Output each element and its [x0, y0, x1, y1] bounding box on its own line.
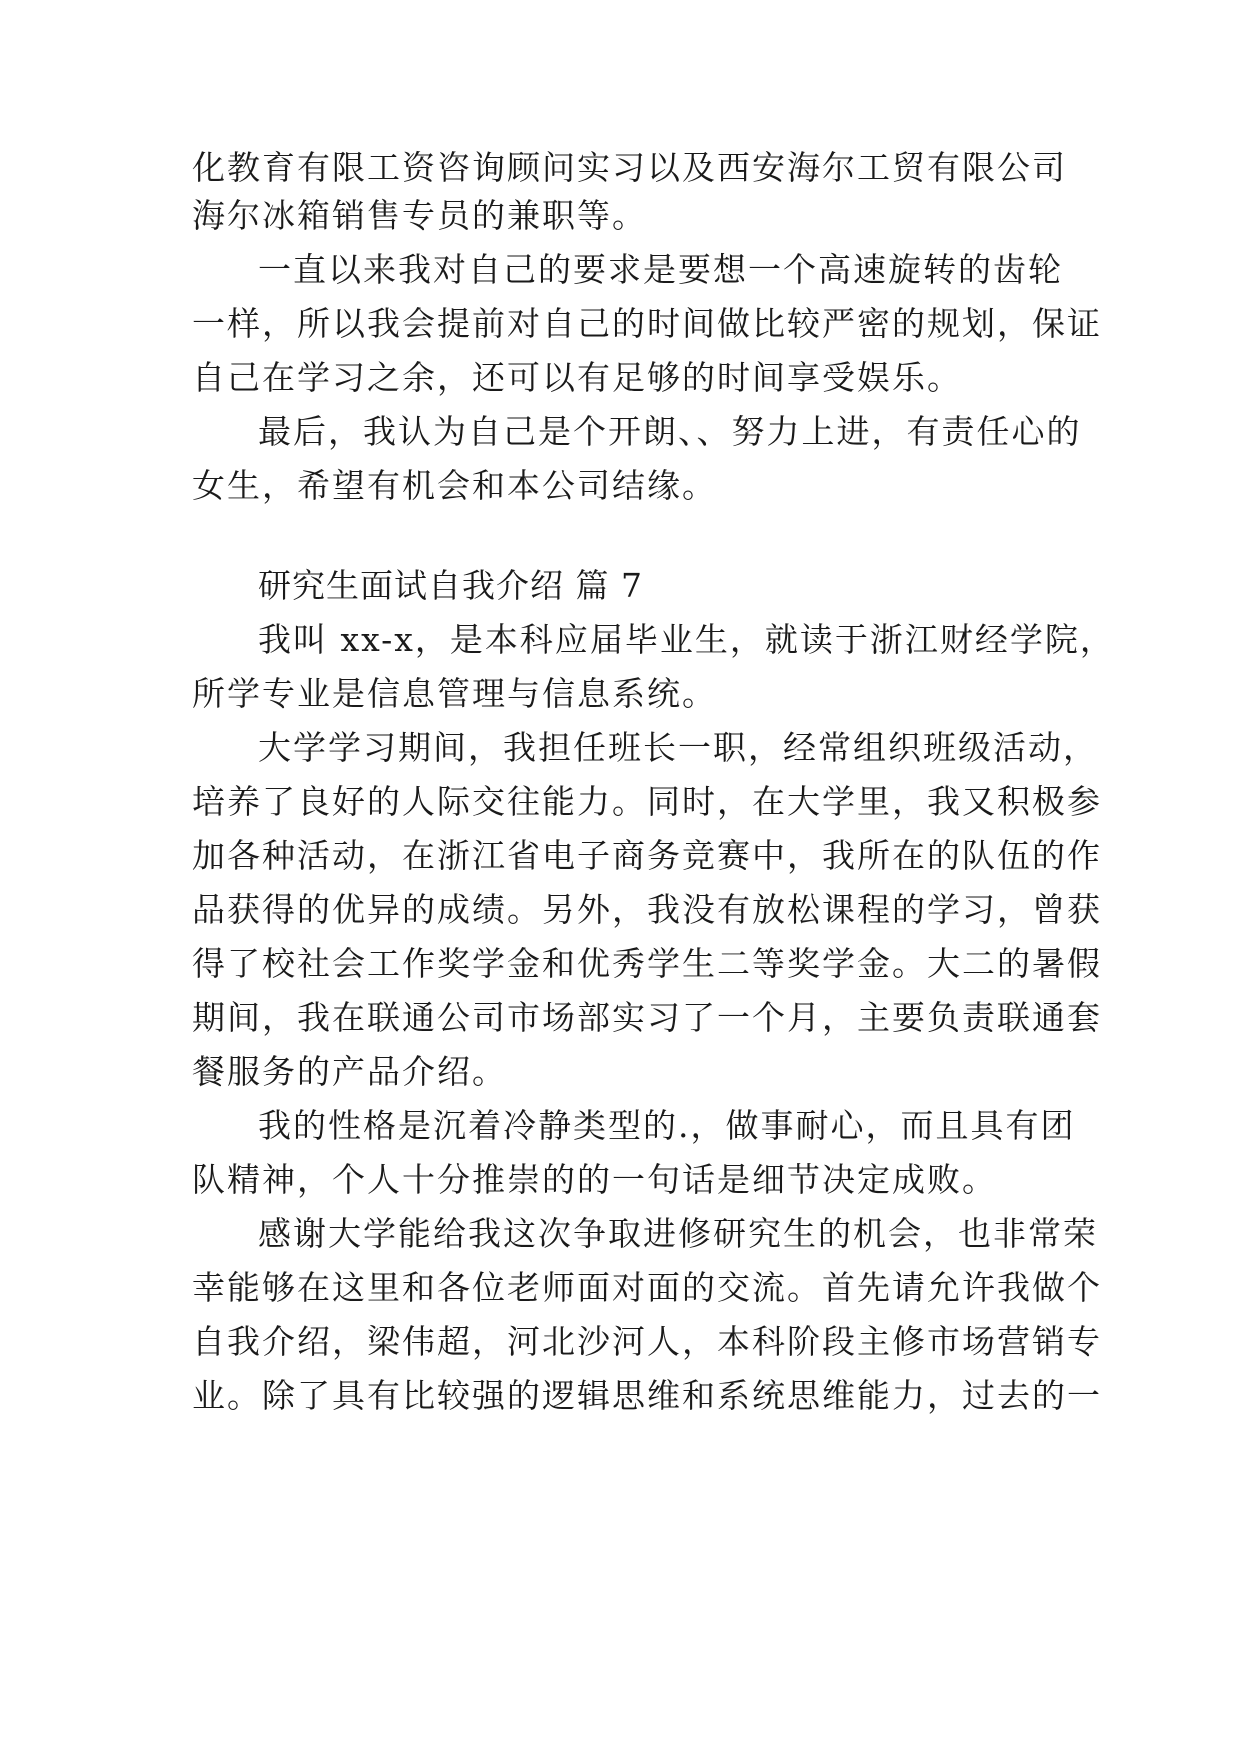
paragraph-line: 海尔冰箱销售专员的兼职等。	[192, 196, 647, 235]
paragraph-line: 化教育有限工资咨询顾问实习以及西安海尔工贸有限公司	[192, 148, 1067, 187]
paragraph-line: 餐服务的产品介绍。	[192, 1052, 507, 1091]
section-heading: 研究生面试自我介绍 篇 7	[258, 566, 643, 605]
paragraph-line: 培养了良好的人际交往能力。同时，在大学里，我又积极参	[192, 782, 1102, 821]
paragraph-line: 期间，我在联通公司市场部实习了一个月，主要负责联通套	[192, 998, 1102, 1037]
paragraph-line: 自我介绍，梁伟超，河北沙河人，本科阶段主修市场营销专	[192, 1322, 1102, 1361]
paragraph-line: 队精神，个人十分推崇的的一句话是细节决定成败。	[192, 1160, 997, 1199]
paragraph-line: 最后，我认为自己是个开朗、、努力上进，有责任心的	[258, 412, 1082, 451]
paragraph-line: 大学学习期间，我担任班长一职，经常组织班级活动，	[258, 728, 1098, 767]
paragraph-line: 业。除了具有比较强的逻辑思维和系统思维能力，过去的一	[192, 1376, 1102, 1415]
paragraph-line: 加各种活动，在浙江省电子商务竞赛中，我所在的队伍的作	[192, 836, 1102, 875]
paragraph-line: 感谢大学能给我这次争取进修研究生的机会，也非常荣	[258, 1214, 1098, 1253]
paragraph-line: 所学专业是信息管理与信息系统。	[192, 674, 717, 713]
paragraph-line: 得了校社会工作奖学金和优秀学生二等奖学金。大二的暑假	[192, 944, 1102, 983]
paragraph-line: 一直以来我对自己的要求是要想一个高速旋转的齿轮	[258, 250, 1063, 289]
paragraph-line: 我的性格是沉着冷静类型的.，做事耐心，而且具有团	[258, 1106, 1076, 1145]
paragraph-line: 品获得的优异的成绩。另外，我没有放松课程的学习，曾获	[192, 890, 1102, 929]
paragraph-line: 我叫 xx-x，是本科应届毕业生，就读于浙江财经学院，	[258, 620, 1115, 659]
paragraph-line: 女生，希望有机会和本公司结缘。	[192, 466, 717, 505]
paragraph-line: 自己在学习之余，还可以有足够的时间享受娱乐。	[192, 358, 962, 397]
paragraph-line: 一样，所以我会提前对自己的时间做比较严密的规划，保证	[192, 304, 1102, 343]
paragraph-line: 幸能够在这里和各位老师面对面的交流。首先请允许我做个	[192, 1268, 1102, 1307]
